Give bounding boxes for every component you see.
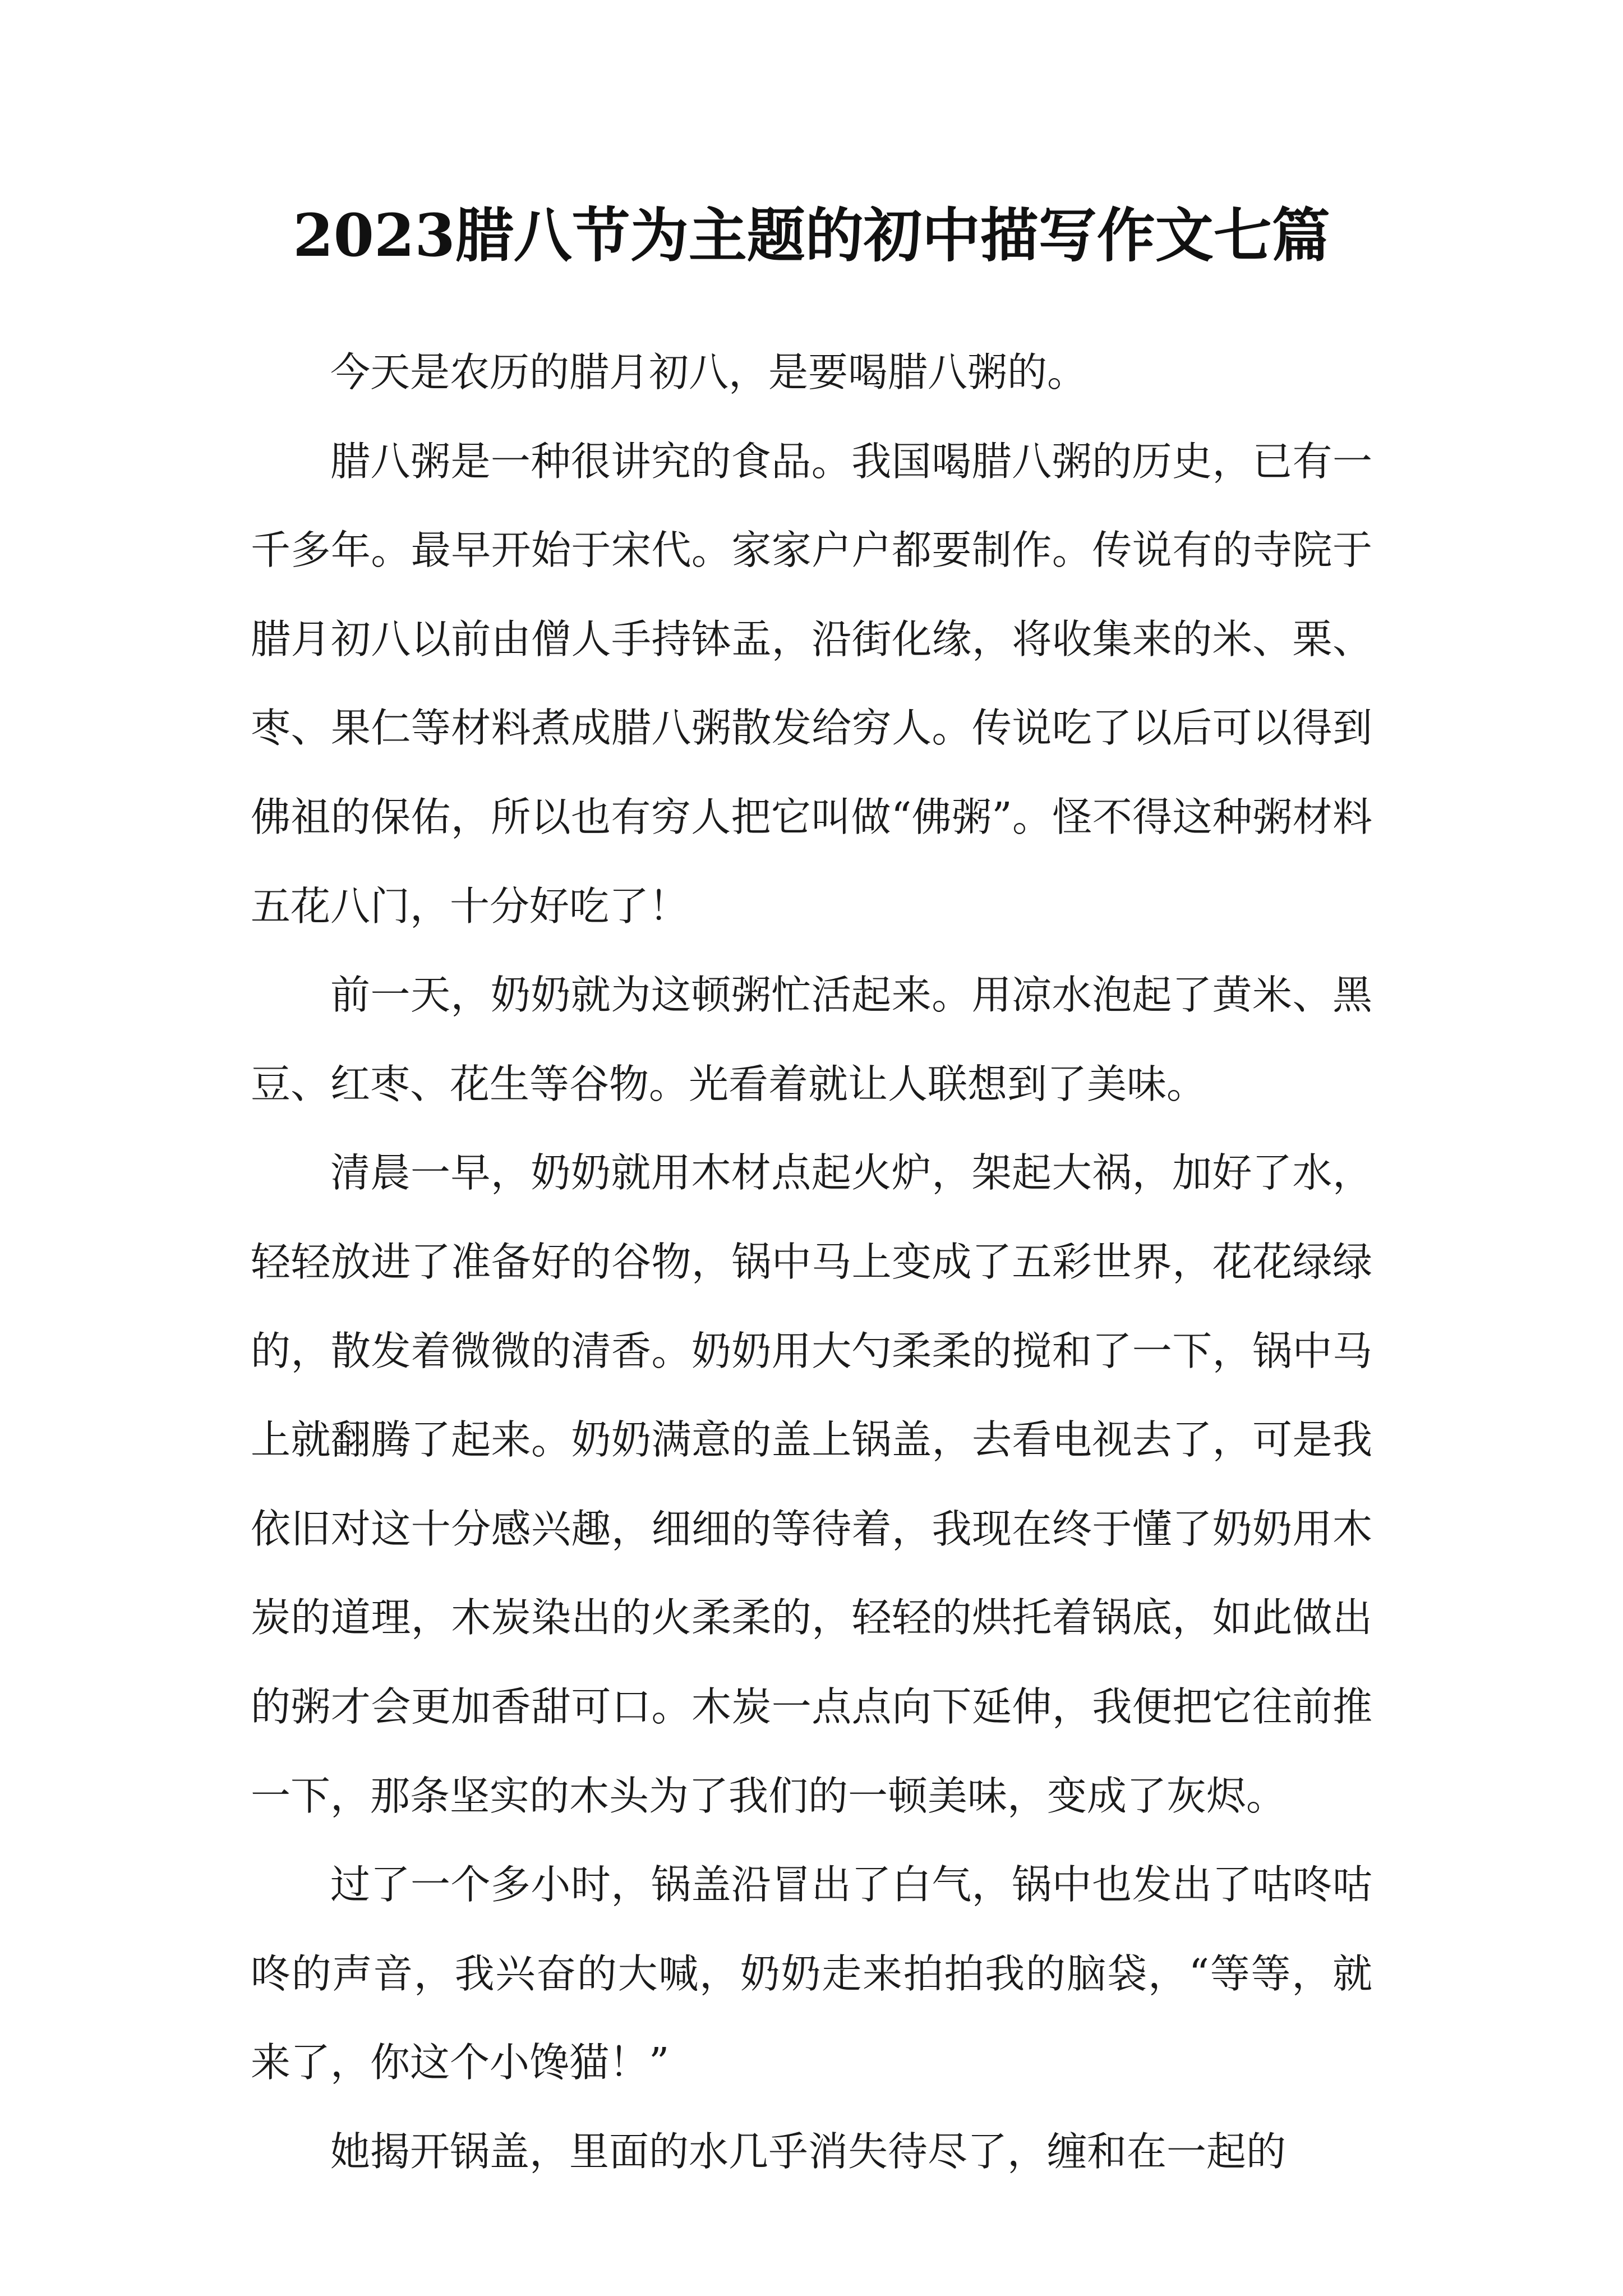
paragraph: 她揭开锅盖，里面的水几乎消失待尽了，缠和在一起的 (330, 2128, 1287, 2175)
paragraph: 前一天，奶奶就为这顿粥忙活起来。用凉水泡起了黄米、黑豆、红枣、花生等谷物。光看着就让人联想到了美味。 (251, 972, 1372, 1107)
paragraph: 过了一个多小时，锅盖沿冒出了白气，锅中也发出了咕咚咕咚的声音，我兴奋的大喊，奶奶走来拍拍我的脑袋，“等等，就来了，你这个小馋猫！” (251, 1861, 1372, 2086)
document-title: 2023腊八节为主题的初中描写作文七篇 (293, 201, 1330, 270)
paragraph: 清晨一早，奶奶就用木材点起火炉，架起大祸，加好了水，轻轻放进了准备好的谷物，锅中马上变成了五彩世界，花花绿绿的，散发着微微的清香。奶奶用大勺柔柔的搅和了一下，锅中马上就翻腾了起来。奶奶满意的盖上锅盖，去看电视去了，可是我依旧对这十分感兴趣，细细的等待着，我现在终于懂了奶奶用木炭的道理，木炭染出的火柔柔的，轻轻的烘托着锅底，如此做出的粥才会更加香甜可口。木炭一点点向下延伸，我便把它往前推一下，那条坚实的木头为了我们的一顿美味，变成了灰烬。 (251, 1149, 1372, 1819)
paragraph: 腊八粥是一种很讲究的食品。我国喝腊八粥的历史，已有一千多年。最早开始于宋代。家家户户都要制作。传说有的寺院于腊月初八以前由僧人手持钵盂，沿街化缘，将收集来的米、栗、枣、果仁等材料煮成腊八粥散发给穷人。传说吃了以后可以得到佛祖的保佑，所以也有穷人把它叫做“佛粥”。怪不得这种粥材料五花八门，十分好吃了！ (251, 438, 1372, 930)
paragraph: 今天是农历的腊月初八，是要喝腊八粥的。 (330, 349, 1087, 395)
document-body (251, 328, 1372, 2196)
